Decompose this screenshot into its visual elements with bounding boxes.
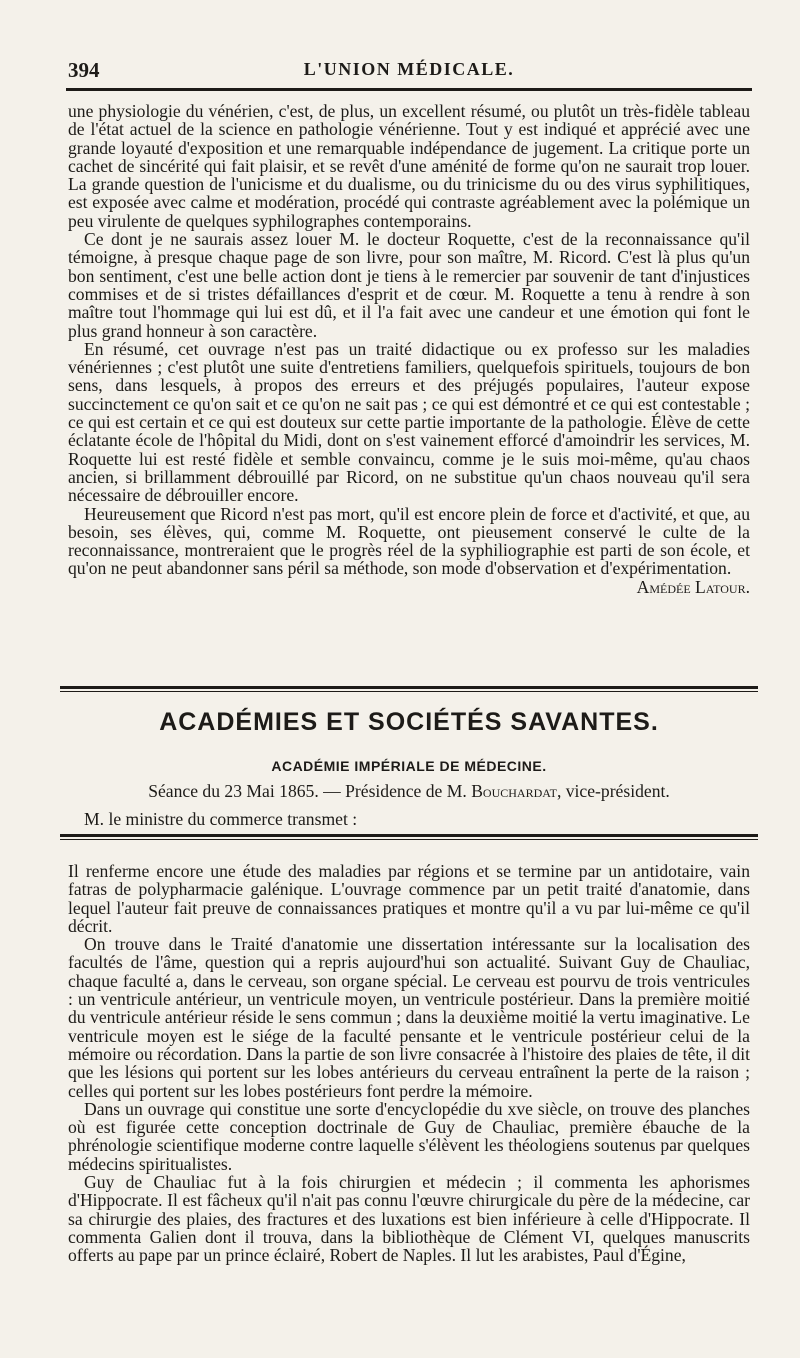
signature-line: [68, 578, 750, 596]
section-subtitle: ACADÉMIE IMPÉRIALE DE MÉDECINE.: [271, 758, 547, 774]
article-body: [68, 102, 750, 596]
header-rule: [66, 88, 752, 91]
running-head: [68, 56, 750, 86]
paragraph: Heureusement que Ricord n'est pas mort, qu'il est encore plein de force et d'activité, et que, au besoin, ses élèves, qui, comme M. Roquette, ont pieusement conservé le culte de la reconnaissance, montreraient que le progrès réel de la syphiliographie est parti de son école, et qu'on ne peut abandonner sans péril sa méthode, son mode d'observation et d'expérimentation.: [68, 503, 750, 579]
paragraph: En résumé, cet ouvrage n'est pas un traité didactique ou ex professo sur les maladies vénériennes ; c'est plutôt une suite d'entretiens familiers, quelquefois spirituels, toujours de bon sens, dans lesquels, à propos des erreurs et des préjugés populaires, l'auteur expose succinctement ce qu'on sait et ce qu'on ne sait pas ; ce qui est démontré et ce qui est contestable ; ce qui est certain et ce qui est douteux sur cette partie importante de la pathologie. Élève de cette éclatante école de l'hôpital du Midi, dont on s'est vainement efforcé d'amoindrir les services, M. Roquette lui est resté fidèle et semble convaincu, comme je le suis moi-même, qu'au chaos ancien, si brillamment débrouillé par Ricord, on ne substitue qu'un chaos nouveau qu'il sera nécessaire de débrouiller encore.: [68, 338, 750, 506]
paragraph: une physiologie du vénérien, c'est, de plus, un excellent résumé, ou plutôt un très-fidèle tableau de l'état actuel de la science en pathologie vénérienne. Tout y est indiqué et apprécié avec une grande loyauté d'exposition et une remarquable indépendance de jugement. La critique porte un cachet de sincérité qui fait plaisir, et se revêt d'une aménité de forme qu'on ne saurait trop louer. La grande question de l'unicisme et du dualisme, ou du trinicisme du ou des virus syphilitiques, est exposée avec calme et modération, procédé qui contraste agréablement avec la polémique un peu virulente de quelques syphilographes contemporains.: [68, 101, 750, 231]
section-divider: [60, 686, 758, 692]
president-name: Bouchardat: [471, 781, 557, 801]
paragraph: On trouve dans le Traité d'anatomie une dissertation intéressante sur la localisation des facultés de l'âme, question qui a repris aujourd'hui son actualité. Suivant Guy de Chauliac, chaque faculté a, dans le cerveau, son organe spécial. Le cerveau est pourvu de trois ventricules : un ventricule antérieur, un ventricule moyen, un ventricule postérieur. Dans la première moitié du ventricule antérieur réside le sens commun ; dans la deuxième moitié la vertu imaginative. Le ventricule moyen est le siége de la faculté pensante et le ventricule postérieur celui de la mémoire ou récordation. Dans la partie de son livre consacrée à l'histoire des plaies de tête, il dit que les lésions qui portent sur les lobes antérieurs du cerveau entraînent la perte de la raison ; celles qui portent sur les lobes postérieurs font perdre la mémoire.: [68, 934, 750, 1101]
paragraph: Ce dont je ne saurais assez louer M. le docteur Roquette, c'est de la reconnaissance qu'il témoigne, à presque chaque page de son livre, pour son maître, M. Ricord. C'est là plus qu'un bon sentiment, c'est une belle action dont je tiens à le remercier par souvenir de tant d'injustices commises et de si tristes défaillances d'esprit et de cœur. M. Roquette a tenu à rendre à son maître tout l'hommage qui lui est dû, et il l'a fait avec une candeur et une émotion qui font le plus grand honneur à son caractère.: [68, 229, 750, 341]
seance-line: [68, 781, 750, 802]
author-signature: Amédée Latour.: [636, 576, 750, 597]
page-number: 394: [68, 58, 100, 82]
section-title: ACADÉMIES ET SOCIÉTÉS SAVANTES.: [159, 708, 659, 736]
article2-body: [68, 862, 750, 1265]
minister-line: M. le ministre du commerce transmet :: [84, 809, 358, 829]
paragraph: Guy de Chauliac fut à la fois chirurgien et médecin ; il commenta les aphorismes d'Hippocrate. Il est fâcheux qu'il n'ait pas connu l'œuvre chirurgicale du père de la médecine, car sa chirurgie des plaies, des fractures et des luxations est bien inférieure à celle d'Hippocrate. Il commenta Galien dont il trouva, dans la bibliothèque de Clément VI, quelques manuscrits offerts au pape par un prince éclairé, Robert de Naples. Il lut les arabistes, Paul d'Égine,: [68, 1172, 750, 1266]
journal-title: L'UNION MÉDICALE.: [303, 59, 515, 79]
paragraph: Il renferme encore une étude des maladies par régions et se termine par un antidotaire, vain fatras de polypharmacie galénique. L'ouvrage commence par un petit traité d'anatomie, dans lequel l'auteur fait preuve de connaissances pratiques et montre qu'il a vu par lui-même ce qu'il décrit.: [68, 861, 750, 936]
section-divider-2: [60, 834, 758, 840]
paragraph: Dans un ouvrage qui constitue une sorte d'encyclopédie du xve siècle, on trouve des planches où est figurée cette conception doctrinale de Guy de Chauliac, première ébauche de la phrénologie scientifique moderne contre laquelle s'élèvent les théologiens soutenus par quelques médecins spiritualistes.: [68, 1098, 750, 1174]
president-role: , vice-président.: [556, 781, 670, 801]
seance-date: Séance du 23 Mai 1865. — Présidence de M.: [148, 781, 467, 801]
